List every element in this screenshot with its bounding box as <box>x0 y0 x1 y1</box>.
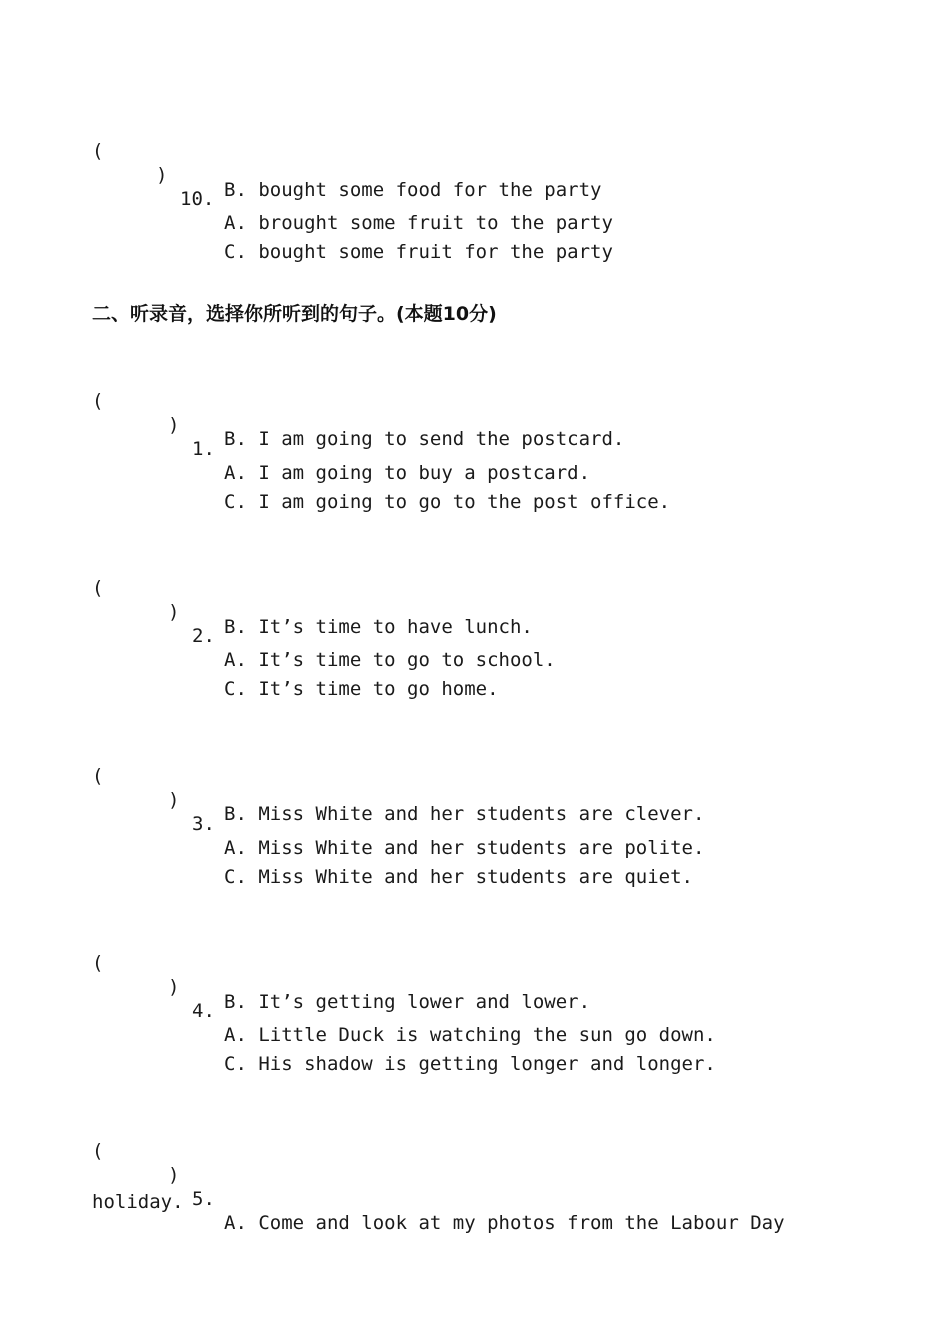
question-number: 10. <box>180 188 215 210</box>
option-a: A. Little Duck is watching the sun go down. <box>224 1024 716 1046</box>
option-c: C. His shadow is getting longer and longer. <box>224 1053 716 1075</box>
answer-bracket-open: ( <box>92 1140 104 1162</box>
question-number: 5. <box>192 1188 215 1210</box>
answer-bracket-open: ( <box>92 140 104 162</box>
option-b: B. It’s time to have lunch. <box>224 616 533 638</box>
answer-bracket-close: ) <box>168 601 180 623</box>
answer-bracket-open: ( <box>92 765 104 787</box>
option-a-continuation: holiday. <box>92 1191 184 1213</box>
question-number: 4. <box>192 1000 215 1022</box>
option-b: B. Miss White and her students are clever. <box>224 803 705 825</box>
answer-bracket-close: ) <box>156 164 168 186</box>
option-c: C. Miss White and her students are quiet. <box>224 866 693 888</box>
option-c: C. It’s time to go home. <box>224 678 499 700</box>
answer-bracket-close: ) <box>168 414 180 436</box>
option-c: C. bought some fruit for the party <box>224 241 613 263</box>
option-b: B. I am going to send the postcard. <box>224 428 625 450</box>
section-heading: 二、听录音，选择你所听到的句子。(本题10分) <box>92 303 497 325</box>
question-5 <box>92 1115 785 1259</box>
question-number: 2. <box>192 625 215 647</box>
answer-bracket-open: ( <box>92 390 104 412</box>
answer-bracket-open: ( <box>92 577 104 599</box>
question-number: 3. <box>192 813 215 835</box>
option-b: B. It’s getting lower and lower. <box>224 991 591 1013</box>
option-c: C. I am going to go to the post office. <box>224 491 671 513</box>
answer-bracket-close: ) <box>168 789 180 811</box>
answer-bracket-close: ) <box>168 976 180 998</box>
option-a: A. Miss White and her students are polite. <box>224 837 705 859</box>
option-b: B. bought some food for the party <box>224 179 602 201</box>
answer-bracket-open: ( <box>92 952 104 974</box>
option-a: A. I am going to buy a postcard. <box>224 462 591 484</box>
answer-bracket-close: ) <box>168 1164 180 1186</box>
option-a: A. brought some fruit to the party <box>224 212 613 234</box>
question-number: 1. <box>192 438 215 460</box>
option-a: A. It’s time to go to school. <box>224 649 556 671</box>
option-a: A. Come and look at my photos from the Labour Day <box>224 1212 785 1234</box>
